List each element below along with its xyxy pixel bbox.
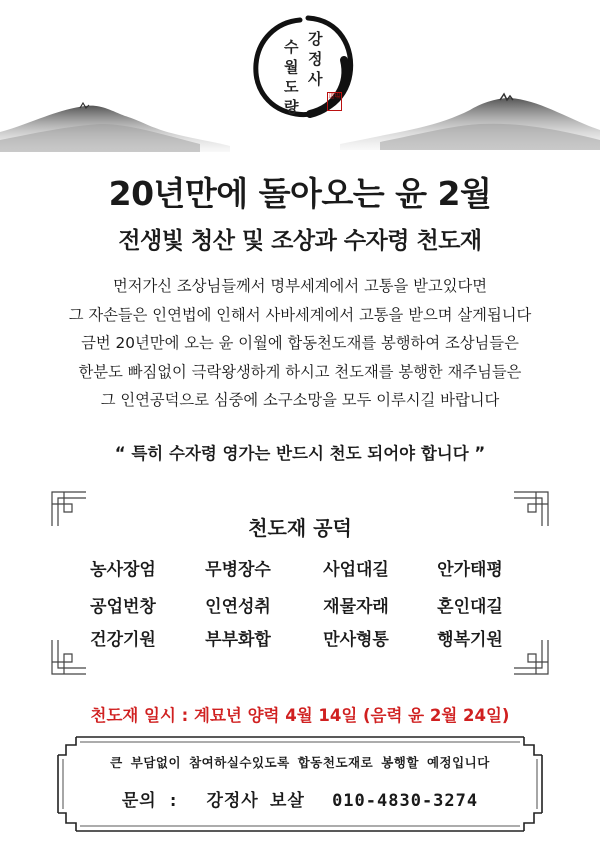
benefit-item: 부부화합 xyxy=(205,630,271,650)
benefit-item: 혼인대길 xyxy=(437,597,503,617)
contact-info xyxy=(0,786,600,811)
benefit-item: 사업대길 xyxy=(323,560,389,580)
benefits-title: 천도재 공덕 xyxy=(248,516,352,540)
logo-char: 수 xyxy=(284,38,299,56)
intro-line: 먼저가신 조상님들께서 명부세계에서 고통을 받고있다면 xyxy=(112,277,488,295)
notice-box-border xyxy=(56,735,544,833)
logo-char: 월 xyxy=(284,58,299,76)
intro-line: 한분도 빠짐없이 극락왕생하게 하시고 천도재를 봉행한 재주님들은 xyxy=(78,362,522,381)
benefit-item: 농사장엄 xyxy=(90,560,156,580)
logo-char: 강 xyxy=(308,30,323,48)
intro-line: 그 자손들은 인연법에 인해서 사바세계에서 고통을 받으며 살게됩니다 xyxy=(68,305,532,324)
intro-paragraph xyxy=(0,272,600,415)
benefit-item: 인연성취 xyxy=(205,597,271,617)
contact-name: 강정사 보살 xyxy=(206,791,305,811)
page-subtitle: 전생빛 청산 및 조상과 수자령 천도재 xyxy=(118,228,482,254)
benefit-item: 만사형통 xyxy=(323,630,389,650)
ceremony-date: 천도재 일시 : 계묘년 양력 4월 14일 (음력 윤 2월 24일) xyxy=(90,706,510,725)
logo-char: 량 xyxy=(284,98,299,116)
intro-line: 그 인연공덕으로 심중에 소구소망을 모두 이루시길 바랍니다 xyxy=(100,391,500,409)
benefit-item: 무병장수 xyxy=(205,560,271,580)
notice-text: 큰 부담없이 참여하실수있도록 합동천도재로 봉행할 예정입니다 xyxy=(110,755,490,770)
benefit-item: 재물자래 xyxy=(323,597,389,617)
intro-line: 금번 20년만에 오는 윤 이월에 합동천도재를 봉행하여 조상님들은 xyxy=(81,334,519,352)
contact-label: 문의 : xyxy=(121,791,180,811)
logo-char: 정 xyxy=(308,50,323,68)
mountain-landscape-illustration xyxy=(0,90,600,170)
logo-char: 사 xyxy=(308,70,323,88)
page-title: 20년만에 돌아오는 윤 2월 xyxy=(108,174,492,213)
red-seal-stamp: 道場 xyxy=(327,92,342,111)
emphasis-quote: “ 특히 수자령 영가는 반드시 천도 되어야 합니다 ” xyxy=(114,444,486,463)
benefit-item: 공업번창 xyxy=(90,597,156,617)
contact-phone[interactable]: 010-4830-3274 xyxy=(332,791,479,811)
benefit-item: 건강기원 xyxy=(90,630,156,650)
benefit-item: 행복기원 xyxy=(437,630,503,650)
logo-char: 도 xyxy=(284,78,299,96)
benefit-item: 안가태평 xyxy=(437,560,503,580)
